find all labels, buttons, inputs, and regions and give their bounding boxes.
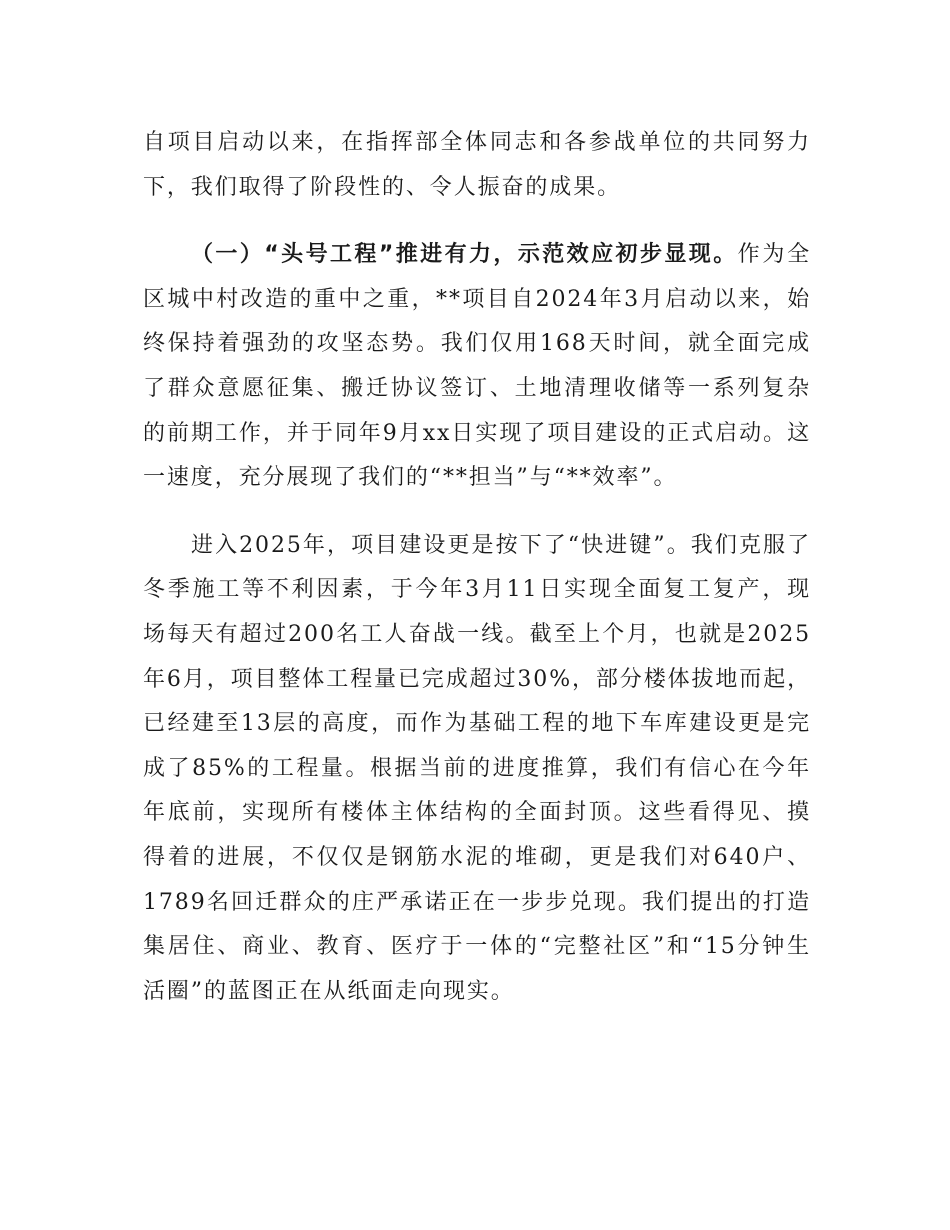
document-body <box>143 121 811 1014</box>
paragraph-intro <box>143 121 811 210</box>
section-one-heading: （一）“头号工程”推进有力，示范效应初步显现。 <box>191 242 738 268</box>
paragraph-progress-text: 进入2025年，项目建设更是按下了“快进键”。我们克服了冬季施工等不利因素，于今年3月11日实现全面复工复产，现场每天有超过200名工人奋战一线。截至上个月，也就是2025年6月，项目整体工程量已完成超过30%，部分楼体拔地而起，已经建至13层的高度，而作为基础工程的地下车库建设更是完成了85%的工程量。根据当前的进度推算，我们有信心在今年年底前，实现所有楼体主体结构的全面封顶。这些看得见、摸得着的进展，不仅仅是钢筋水泥的堆砌，更是我们对640户、1789名回迁群众的庄严承诺正在一步步兑现。我们提出的打造集居住、商业、教育、医疗于一体的“完整社区”和“15分钟生活圈”的蓝图正在从纸面走向现实。 <box>143 532 811 1004</box>
paragraph-section-one <box>143 233 811 501</box>
paragraph-progress-2025 <box>143 524 811 1015</box>
section-one-text: 作为全区城中村改造的重中之重，**项目自2024年3月启动以来，始终保持着强劲的攻坚态势。我们仅用168天时间，就全面完成了群众意愿征集、搬迁协议签订、土地清理收储等一系列复杂的前期工作，并于同年9月xx日实现了项目建设的正式启动。这一速度，充分展现了我们的“**担当”与“**效率”。 <box>143 242 811 491</box>
paragraph-intro-text: 自项目启动以来，在指挥部全体同志和各参战单位的共同努力下，我们取得了阶段性的、令人振奋的成果。 <box>143 130 811 200</box>
